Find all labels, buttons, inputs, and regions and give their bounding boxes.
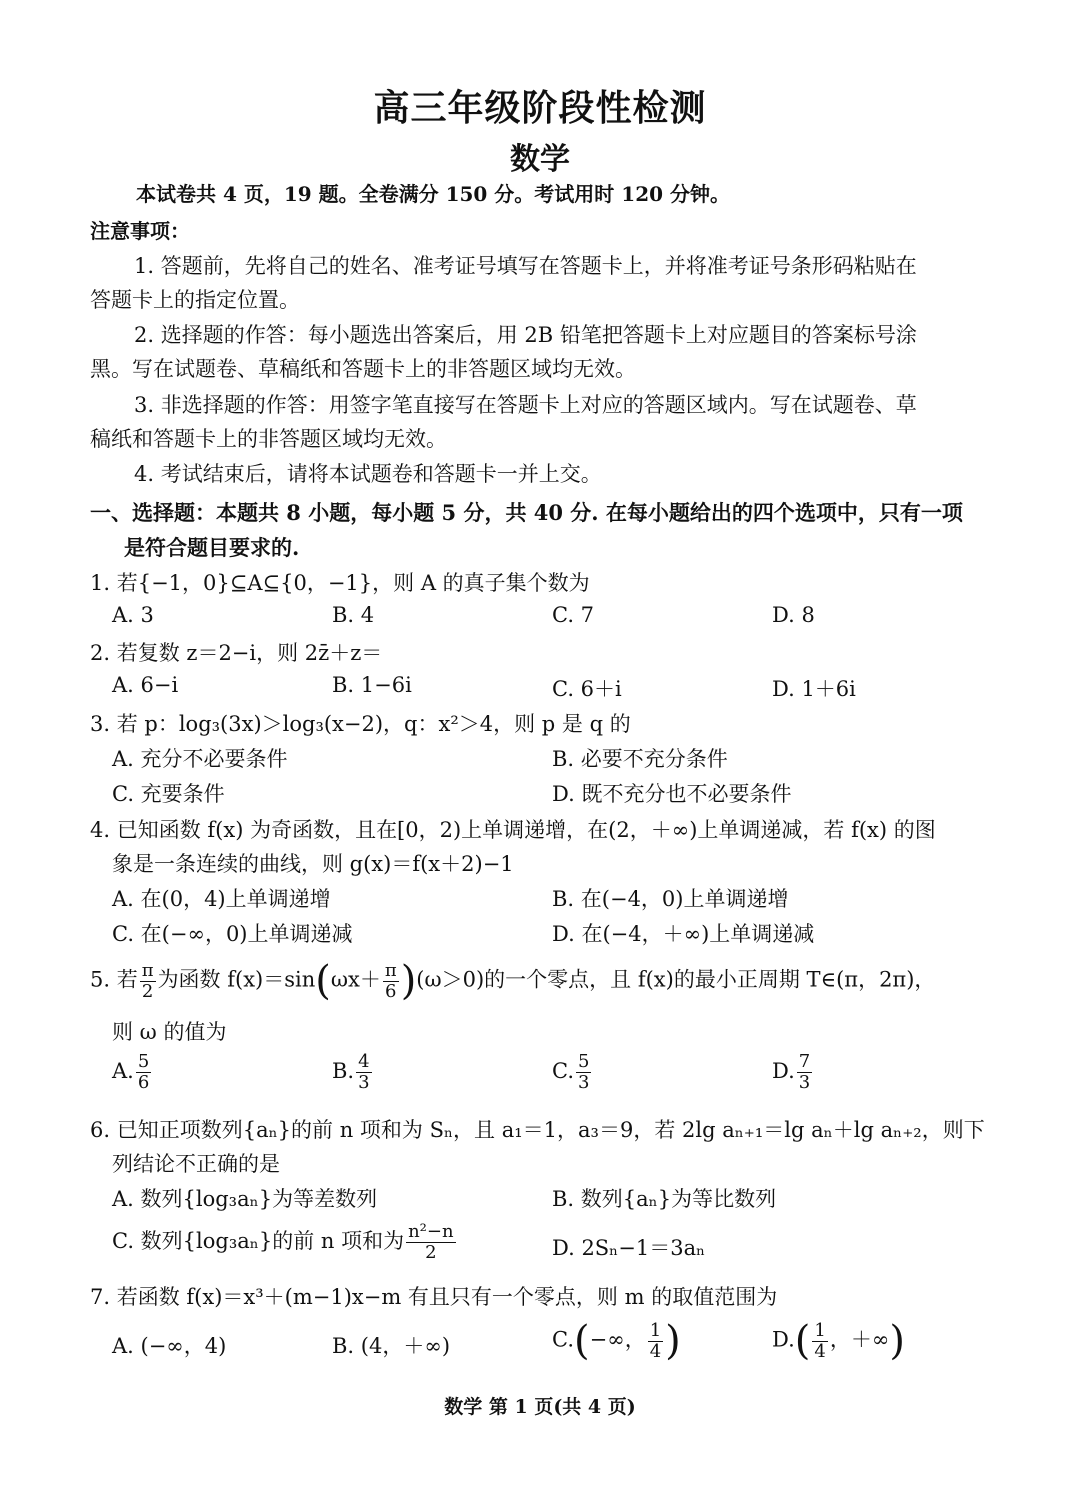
exam-intro: 本试卷共 4 页，19 题。全卷满分 150 分。考试用时 120 分钟。	[136, 182, 730, 206]
notice-line-3: 2. 选择题的作答：每小题选出答案后，用 2B 铅笔把答题卡上对应题目的答案标号涂	[134, 323, 917, 347]
q7-c-den: 4	[649, 1340, 662, 1362]
q2-option-b: B. 1−6i	[332, 673, 412, 697]
q5-d-label: D.	[772, 1059, 795, 1083]
q7-option-b: B. (4，＋∞)	[332, 1334, 451, 1358]
q5-six: 6	[385, 980, 397, 1002]
q5-stem-mid: 为函数 f(x)＝sin	[157, 967, 316, 992]
q5-pi-over-6	[383, 961, 399, 1002]
q5-option-d	[772, 1052, 814, 1093]
notice-line-2: 答题卡上的指定位置。	[90, 288, 300, 312]
notice-line-5: 3. 非选择题的作答：用签字笔直接写在答题卡上对应的答题区域内。写在试题卷、草	[134, 393, 917, 417]
q6-option-a: A. 数列{log₃aₙ}为等差数列	[112, 1187, 378, 1211]
q4-option-a: A. 在(0，4)上单调递增	[112, 887, 331, 911]
q5-d-num: 7	[798, 1051, 811, 1072]
q7-c-right-paren: )	[665, 1318, 681, 1364]
q4-option-c: C. 在(−∞，0)上单调递减	[112, 922, 353, 946]
q7-d-frac	[812, 1321, 827, 1362]
q5-pi-2: π	[384, 959, 397, 981]
notice-line-4: 黑。写在试题卷、草稿纸和答题卡上的非答题区域均无效。	[90, 357, 636, 381]
q7-stem: 7. 若函数 f(x)＝x³＋(m−1)x−m 有且只有一个零点，则 m 的取值范围为	[90, 1285, 778, 1309]
q5-stem-pre: 5. 若	[90, 967, 138, 992]
q7-option-c	[552, 1318, 681, 1364]
q2-option-a: A. 6−i	[112, 673, 179, 697]
q5-pi-over-2	[140, 961, 156, 1002]
q5-a-den: 6	[137, 1072, 150, 1093]
q5-c-label: C.	[552, 1059, 574, 1083]
q3-stem: 3. 若 p：log₃(3x)＞log₃(x−2)，q：x²＞4，则 p 是 q 的	[90, 712, 631, 736]
q5-c-den: 3	[578, 1072, 590, 1093]
section1-heading-cont: 是符合题目要求的.	[124, 535, 300, 560]
q4-option-b: B. 在(−4，0)上单调递增	[552, 887, 789, 911]
q7-d-num: 1	[814, 1319, 826, 1341]
q5-b-den: 3	[358, 1072, 370, 1093]
q5-two: 2	[141, 980, 154, 1002]
q5-d-den: 3	[798, 1072, 811, 1093]
subject-title: 数学	[510, 142, 570, 177]
q3-option-a: A. 充分不必要条件	[112, 747, 288, 771]
q5-b-frac	[356, 1052, 371, 1093]
q5-left-paren: (	[315, 958, 331, 1004]
q1-option-c: C. 7	[552, 603, 595, 627]
q1-stem: 1. 若{−1，0}⊆A⊆{0，−1}，则 A 的真子集个数为	[90, 571, 590, 595]
q3-option-b: B. 必要不充分条件	[552, 747, 728, 771]
q5-stem-cont: 则 ω 的值为	[112, 1020, 227, 1044]
q6-stem-cont: 列结论不正确的是	[112, 1152, 280, 1176]
q5-pi: π	[141, 959, 154, 981]
q7-d-den: 4	[814, 1340, 826, 1362]
q5-b-label: B.	[332, 1059, 355, 1083]
q7-c-label: C.	[552, 1327, 574, 1352]
q7-d-inner: ，＋∞	[829, 1327, 890, 1352]
q6-option-b: B. 数列{aₙ}为等比数列	[552, 1187, 777, 1211]
q5-a-label: A.	[112, 1059, 134, 1083]
notice-line-6: 稿纸和答题卡上的非答题区域均无效。	[90, 427, 447, 451]
q7-c-left-paren: (	[574, 1318, 590, 1364]
notice-heading: 注意事项：	[90, 219, 190, 243]
q6-c-den: 2	[425, 1242, 437, 1263]
q5-option-b	[332, 1052, 374, 1093]
q7-c-frac	[648, 1321, 663, 1362]
q7-option-a: A. (−∞，4)	[112, 1334, 227, 1358]
q7-d-left-paren: (	[794, 1318, 811, 1364]
notice-line-7: 4. 考试结束后，请将本试题卷和答题卡一并上交。	[134, 462, 602, 486]
q4-stem-cont: 象是一条连续的曲线，则 g(x)＝f(x＋2)−1	[112, 852, 514, 876]
section1-heading: 一、选择题：本题共 8 小题，每小题 5 分，共 40 分. 在每小题给出的四个选项中，只有一项	[90, 500, 963, 525]
q5-right-paren: )	[400, 958, 417, 1004]
q6-stem: 6. 已知正项数列{aₙ}的前 n 项和为 Sₙ，且 a₁＝1，a₃＝9，若 2lg aₙ₊₁＝lg aₙ＋lg aₙ₊₂，则下	[90, 1118, 985, 1142]
notice-line-1: 1. 答题前，先将自己的姓名、准考证号填写在答题卡上，并将准考证号条形码粘贴在	[134, 254, 917, 278]
q2-option-c: C. 6＋i	[552, 677, 622, 701]
q5-c-num: 5	[578, 1051, 590, 1072]
q7-c-num: 1	[649, 1319, 662, 1341]
q7-d-label: D.	[772, 1327, 795, 1352]
q5-d-frac	[797, 1052, 812, 1093]
q3-option-c: C. 充要条件	[112, 782, 225, 806]
q4-option-d: D. 在(−4，＋∞)上单调递减	[552, 922, 815, 946]
q6-c-text: C. 数列{log₃aₙ}的前 n 项和为	[112, 1229, 405, 1253]
q1-option-a: A. 3	[112, 603, 154, 627]
q5-inner: ωx＋	[330, 967, 381, 992]
q7-c-inner: −∞，	[589, 1327, 646, 1352]
q7-option-d	[772, 1318, 905, 1364]
page-title: 高三年级阶段性检测	[373, 87, 707, 129]
q1-option-d: D. 8	[772, 603, 815, 627]
q5-c-frac	[576, 1052, 591, 1093]
q2-option-d: D. 1＋6i	[772, 677, 856, 701]
q5-option-c	[552, 1052, 593, 1093]
q6-c-num: n²−n	[408, 1221, 454, 1242]
q5-stem-post: (ω＞0)的一个零点，且 f(x)的最小正周期 T∈(π，2π)，	[416, 967, 936, 992]
q5-stem	[90, 958, 935, 1004]
q5-a-num: 5	[137, 1051, 150, 1072]
q7-d-right-paren: )	[889, 1318, 905, 1364]
q4-stem: 4. 已知函数 f(x) 为奇函数，且在[0，2)上单调递增，在(2，＋∞)上单调递减，若 f(x) 的图	[90, 818, 936, 842]
q5-a-frac	[136, 1052, 151, 1093]
q1-option-b: B. 4	[332, 603, 375, 627]
page-footer: 数学 第 1 页(共 4 页)	[444, 1396, 636, 1418]
q6-option-d: D. 2Sₙ−1＝3aₙ	[552, 1236, 706, 1260]
q5-b-num: 4	[358, 1051, 370, 1072]
q3-option-d: D. 既不充分也不必要条件	[552, 782, 792, 806]
q5-option-a	[112, 1052, 153, 1093]
q2-stem: 2. 若复数 z＝2−i，则 2z̄＋z＝	[90, 641, 383, 665]
q6-option-c	[112, 1222, 458, 1263]
q6-c-frac	[406, 1222, 455, 1263]
